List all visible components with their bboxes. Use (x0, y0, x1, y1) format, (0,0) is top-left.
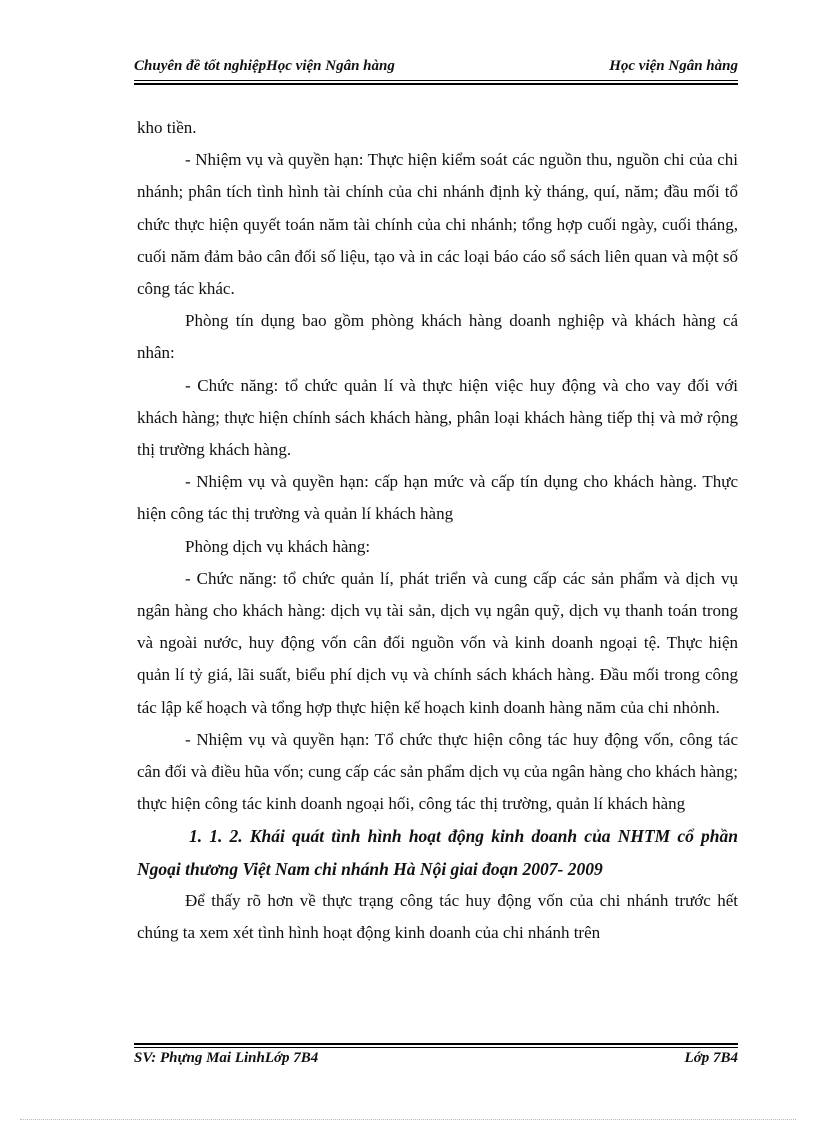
paragraph-chuc-nang-dich-vu: - Chức năng: tổ chức quản lí, phát triển và cung cấp các sản phẩm và dịch vụ ngân hàng cho khách hàng: dịch vụ tài sản, dịch vụ ngân quỹ, dịch vụ thanh toán trong và ngoài nước, huy động vốn cân đối nguồn vốn và kinh doanh ngoại tệ. Thực hiện quản lí tỷ giá, lãi suất, biểu phí dịch vụ và chính sách khách hàng. Đầu mối trong công tác lập kế hoạch và tổng hợp thực hiện kế hoạch kinh doanh hàng năm của chi nhỏnh. (137, 568, 738, 717)
document-body (137, 112, 738, 949)
paragraph-nhiem-vu-ke-toan: - Nhiệm vụ và quyền hạn: Thực hiện kiểm soát các nguồn thu, nguồn chi của chi nhánh; phân tích tình hình tài chính của chi nhánh định kỳ tháng, quí, năm; đầu mối tổ chức thực hiện quyết toán năm tài chính của chi nhánh; tổng hợp cuối ngày, cuối tháng, cuối năm đảm bảo cân đối số liệu, tạo và in các loại báo cáo sổ sách liên quan và một số công tác khác. (137, 150, 738, 299)
header-rule (134, 80, 738, 85)
paragraph-nhiem-vu-tin-dung: - Nhiệm vụ và quyền hạn: cấp hạn mức và cấp tín dụng cho khách hàng. Thực hiện công tác thị trường và quản lí khách hàng (137, 472, 738, 524)
paragraph-nhiem-vu-dich-vu: - Nhiệm vụ và quyền hạn: Tổ chức thực hiện công tác huy động vốn, công tác cân đối và điều hũa vốn; cung cấp các sản phẩm dịch vụ của ngân hàng cho khách hàng; thực hiện công tác kinh doanh ngoại hối, công tác thị trường, quản lí khách hàng (137, 729, 738, 814)
paragraph-closing: Để thấy rõ hơn về thực trạng công tác huy động vốn của chi nhánh trước hết chúng ta xem xét tình hình hoạt động kinh doanh của chi nhánh trên (137, 890, 738, 943)
footer-right-text: Lớp 7B4 (684, 1050, 738, 1066)
header-left-text: Chuyên đề tốt nghiệpHọc viện Ngân hàng (134, 58, 395, 74)
page-header (134, 56, 738, 80)
paragraph-phong-tin-dung: Phòng tín dụng bao gồm phòng khách hàng doanh nghiệp và khách hàng cá nhân: (137, 311, 738, 363)
section-heading: 1. 1. 2. Khái quát tình hình hoạt động kinh doanh của NHTM cổ phần Ngoại thương Việt Nam chi nhánh Hà Nội giai đoạn 2007- 2009 (137, 826, 738, 879)
header-right-text: Học viện Ngân hàng (609, 58, 738, 74)
footer-left-text: SV: Phựng Mai LinhLớp 7B4 (134, 1050, 319, 1066)
footer-rule (134, 1043, 738, 1048)
page-bottom-dotted-line (20, 1119, 796, 1120)
paragraph-kho-tien: kho tiền. (137, 118, 197, 137)
page-footer (134, 1050, 738, 1072)
paragraph-phong-dich-vu: Phòng dịch vụ khách hàng: (185, 536, 371, 556)
paragraph-chuc-nang-tin-dung: - Chức năng: tổ chức quản lí và thực hiện việc huy động và cho vay đối với khách hàng; thực hiện chính sách khách hàng, phân loại khách hàng tiếp thị và mở rộng thị trường khách hàng. (137, 375, 738, 460)
